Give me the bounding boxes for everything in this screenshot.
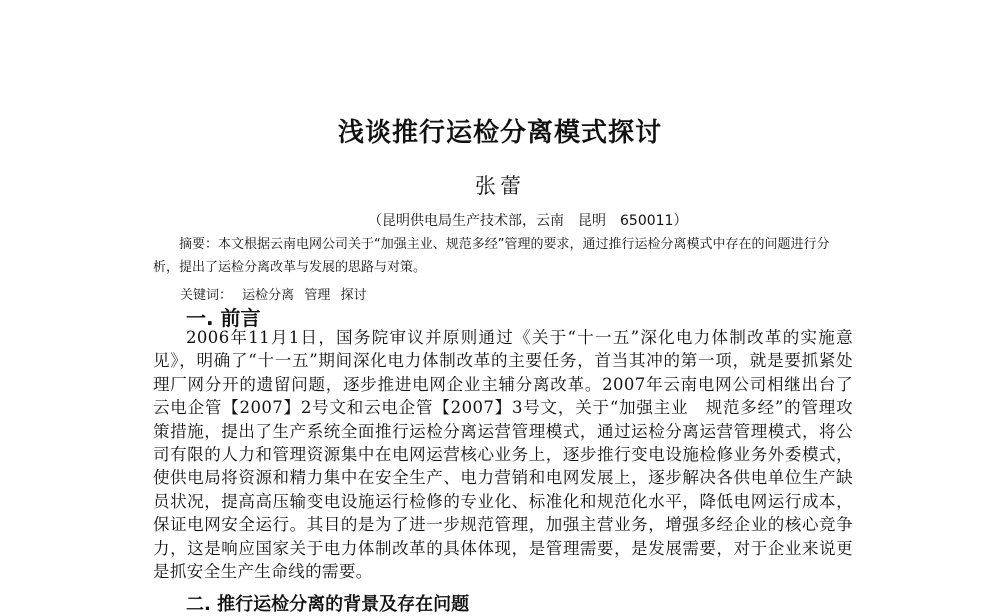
keyword-item: 管理 xyxy=(304,288,331,303)
keyword-item: 探讨 xyxy=(340,288,367,303)
author-name: 张蕾 xyxy=(475,174,525,198)
author-affiliation: （昆明供电局生产技术部，云南 昆明 650011） xyxy=(368,213,688,229)
keywords-line xyxy=(180,284,372,303)
section-heading-background: 二. 推行运检分离的背景及存在问题 xyxy=(186,594,470,615)
abstract-paragraph: 摘要：本文根据云南电网公司关于“加强主业、规范多经”管理的要求，通过推行运检分离模式中存在的问题进行分析，提出了运检分离改革与发展的思路与对策。 xyxy=(153,237,830,275)
section-heading-preface: 一. 前言 xyxy=(186,306,261,330)
keyword-item: 运检分离 xyxy=(242,288,295,303)
keywords-label: 关键词： xyxy=(180,288,233,303)
paper-title: 浅谈推行运检分离模式探讨 xyxy=(337,118,662,148)
preface-body: 2006年11月1日，国务院审议并原则通过《关于“十一五”深化电力体制改革的实施意见》，明确了“十一五”期间深化电力体制改革的主要任务，首当其冲的第一项，就是要抓紧处理厂网分开的遗留问题，逐步推进电网企业主辅分离改革。2007年云南电网公司相继出台了云电企管【2007】2号文和云电企管【2007】3号文，关于“加强主业 规范多经”的管理攻策措施，提出了生产系统全面推行运检分离运营管理模式，通过运检分离运营管理模式，将公司有限的人力和管理资源集中在电网运营核心业务上，逐步推行变电设施检修业务外委模式，使供电局将资源和精力集中在安全生产、电力营销和电网发展上，逐步解决各供电单位生产缺员状况，提高高压输变电设施运行检修的专业化、标准化和规范化水平，降低电网运行成本，保证电网安全运行。其目的是为了进一步规范管理，加强主营业务，增强多经企业的核心竞争力，这是响应国家关于电力体制改革的具体体现，是管理需要，是发展需要，对于企业来说更是抓安全生产生命线的需要。 xyxy=(153,328,853,582)
